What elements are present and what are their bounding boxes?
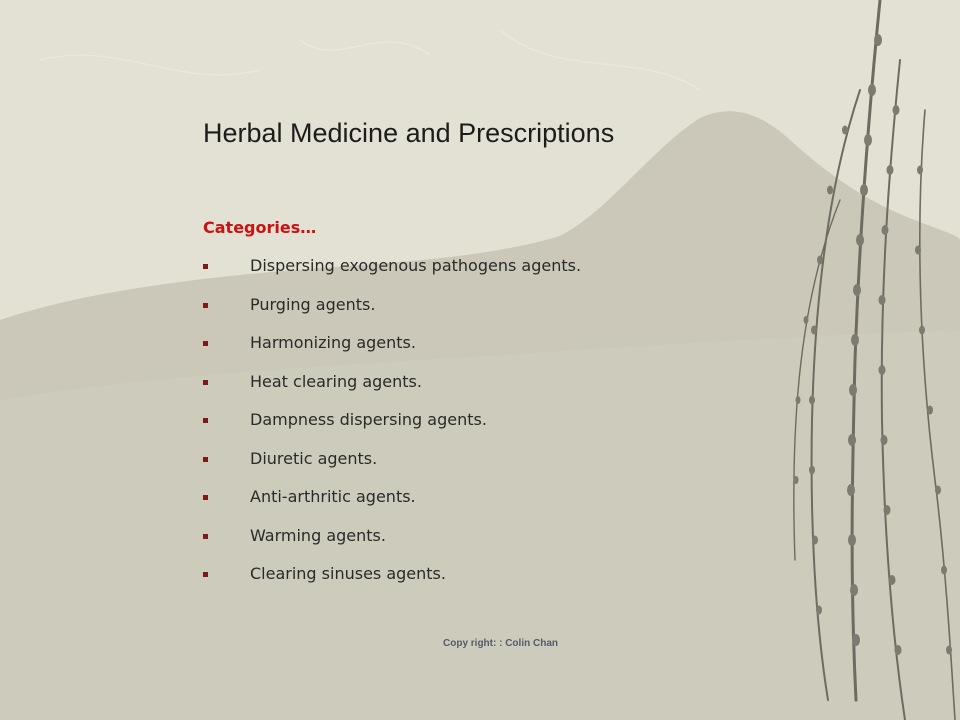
list-item-text: Purging agents. <box>250 294 376 314</box>
square-bullet-icon <box>203 264 208 269</box>
slide-title: Herbal Medicine and Prescriptions <box>203 118 615 148</box>
list-item-text: Clearing sinuses agents. <box>250 564 446 583</box>
list-item <box>203 487 581 526</box>
list-item <box>203 449 581 488</box>
list-item <box>203 256 581 295</box>
categories-heading: Categories… <box>203 218 317 237</box>
list-item-text: Harmonizing agents. <box>250 333 416 352</box>
list-item-text: Diuretic agents. <box>250 448 378 468</box>
square-bullet-icon <box>203 457 208 462</box>
list-item <box>203 526 581 565</box>
square-bullet-icon <box>203 380 208 385</box>
list-item-text: Dispersing exogenous pathogens agents. <box>250 256 582 275</box>
list-item-text: Warming agents. <box>250 525 386 545</box>
list-item <box>203 295 581 334</box>
list-item-text: Anti-arthritic agents. <box>250 487 416 506</box>
list-item <box>203 372 581 411</box>
copyright-footer: Copy right: : Colin Chan <box>443 638 558 649</box>
square-bullet-icon <box>203 572 208 577</box>
list-item-text: Heat clearing agents. <box>250 371 422 391</box>
list-item <box>203 410 581 449</box>
square-bullet-icon <box>203 418 208 423</box>
list-item <box>203 333 581 372</box>
category-list <box>203 256 581 603</box>
square-bullet-icon <box>203 341 208 346</box>
square-bullet-icon <box>203 534 208 539</box>
square-bullet-icon <box>203 495 208 500</box>
list-item-text: Dampness dispersing agents. <box>250 410 487 429</box>
square-bullet-icon <box>203 303 208 308</box>
list-item <box>203 564 581 603</box>
